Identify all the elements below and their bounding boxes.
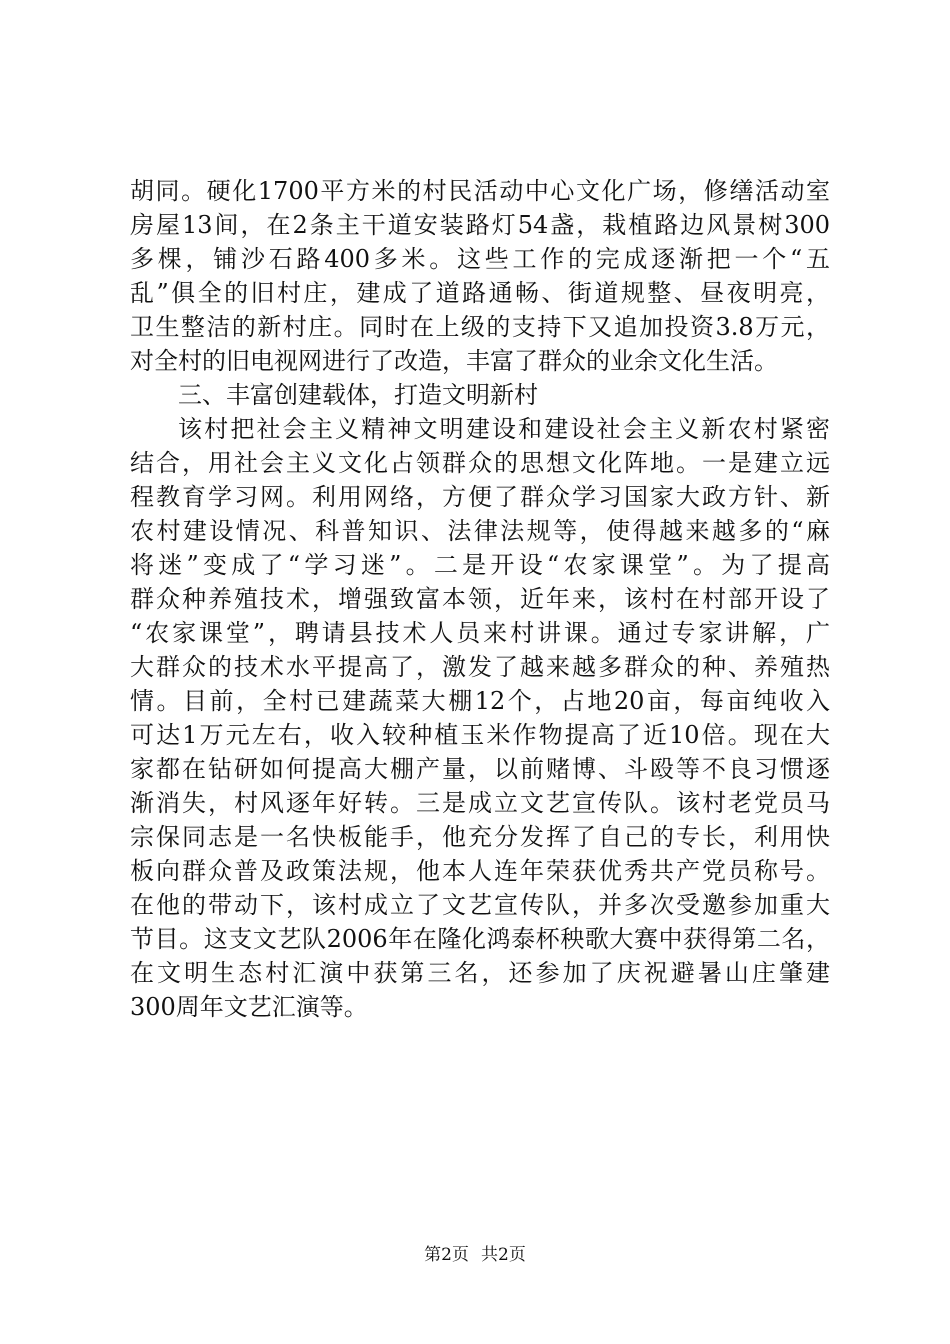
- text-line: 该村把社会主义精神文明建设和建设社会主义新农村紧密: [178, 415, 830, 443]
- text-line: 多棵，铺沙石路400多米。这些工作的完成逐渐把一个“五: [130, 245, 830, 273]
- text-line: 宗保同志是一名快板能手，他充分发挥了自己的专长，利用快: [130, 823, 830, 851]
- text-line: 在他的带动下，该村成立了文艺宣传队，并多次受邀参加重大: [130, 891, 830, 919]
- text-line: 乱”俱全的旧村庄，建成了道路通畅、街道规整、昼夜明亮，: [130, 279, 830, 307]
- page-footer: [0, 1243, 950, 1267]
- page-number: 第2页: [424, 1245, 469, 1265]
- text-line: 结合，用社会主义文化占领群众的思想文化阵地。一是建立远: [130, 449, 830, 477]
- text-line: 家都在钻研如何提高大棚产量，以前赌博、斗殴等不良习惯逐: [130, 755, 830, 783]
- text-line: 房屋13间，在2条主干道安装路灯54盏，栽植路边风景树300: [130, 211, 830, 239]
- text-line: 将迷”变成了“学习迷”。二是开设“农家课堂”。为了提高: [130, 551, 830, 579]
- text-line: 300周年文艺汇演等。: [130, 993, 368, 1021]
- text-line: 可达1万元左右，收入较种植玉米作物提高了近10倍。现在大: [130, 721, 830, 749]
- text-line: 大群众的技术水平提高了，激发了越来越多群众的种、养殖热: [130, 653, 830, 681]
- text-line: “农家课堂”，聘请县技术人员来村讲课。通过专家讲解，广: [130, 619, 830, 647]
- text-line: 情。目前，全村已建蔬菜大棚12个，占地20亩，每亩纯收入: [130, 687, 830, 715]
- text-line: 农村建设情况、科普知识、法律法规等，使得越来越多的“麻: [130, 517, 830, 545]
- body-text: [130, 174, 830, 1024]
- text-line: 对全村的旧电视网进行了改造，丰富了群众的业余文化生活。: [130, 347, 778, 375]
- text-line: 群众种养殖技术，增强致富本领，近年来，该村在村部开设了: [130, 585, 830, 613]
- text-line: 板向群众普及政策法规，他本人连年荣获优秀共产党员称号。: [130, 857, 830, 885]
- text-line: 在文明生态村汇演中获第三名，还参加了庆祝避暑山庄肇建: [130, 959, 830, 987]
- text-line: 节目。这支文艺队2006年在隆化鸿泰杯秧歌大赛中获得第二名，: [130, 925, 830, 953]
- section-heading: 三、丰富创建载体，打造文明新村: [178, 381, 538, 409]
- page-total: 共2页: [481, 1245, 526, 1265]
- text-line: 胡同。硬化1700平方米的村民活动中心文化广场，修缮活动室: [130, 177, 830, 205]
- text-line: 程教育学习网。利用网络，方便了群众学习国家大政方针、新: [130, 483, 830, 511]
- text-line: 渐消失，村风逐年好转。三是成立文艺宣传队。该村老党员马: [130, 789, 830, 817]
- text-line: 卫生整洁的新村庄。同时在上级的支持下又追加投资3.8万元，: [130, 313, 830, 341]
